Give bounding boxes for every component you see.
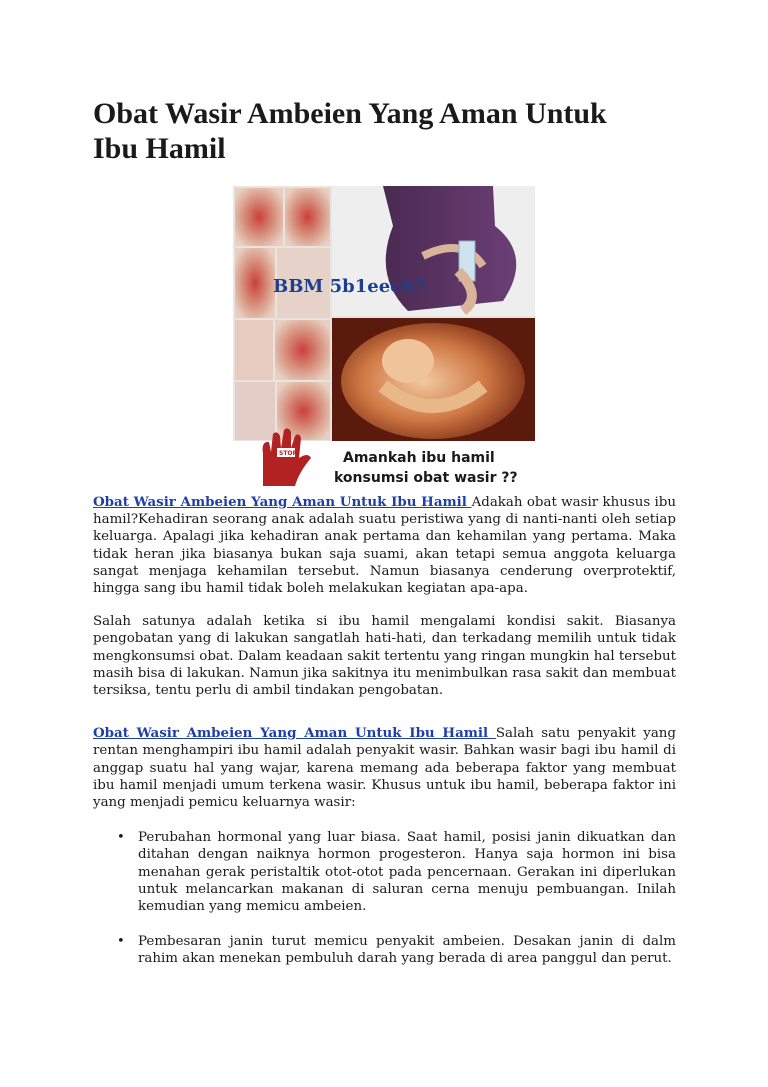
- paragraph-intro: [93, 494, 676, 597]
- factor-list: [93, 829, 676, 967]
- list-item-text: Pembesaran janin turut memicu penyakit ambeien. Desakan janin di dalm rahim akan menekan pembuluh darah yang berada di area panggul dan perut.: [138, 934, 676, 967]
- figure-caption-line2: konsumsi obat wasir ??: [334, 470, 518, 486]
- bullet-marker: •: [117, 830, 125, 846]
- bullet-marker: •: [117, 934, 125, 950]
- paragraph-text: Salah satu penyakit yang rentan menghampiri ibu hamil adalah penyakit wasir. Bahkan wasir bagi ibu hamil di anggap suatu hal yang wajar, karena memang ada beberapa faktor yang membuat ibu hamil menjadi umum terkena wasir. Khusus untuk ibu hamil, beberapa faktor ini yang menjadi pemicu keluarnya wasir:: [93, 726, 677, 811]
- figure-caption-line1: Amankah ibu hamil: [343, 450, 495, 466]
- watermark-text: BBM 5b1eec67: [273, 276, 427, 297]
- paragraph-body: [93, 613, 676, 699]
- paragraph-text: Adakah obat wasir khusus ibu hamil?Kehadiran seorang anak adalah suatu peristiwa yang di nanti-nanti oleh setiap keluarga. Apalagi jika kehadiran anak pertama dan kehamilan yang pertama. Maka tidak heran jika biasanya bukan saja suami, akan tetapi semua anggota keluarga sangat menjaga kehamilan tersebut. Namun biasanya cenderung overprotektif, hingga sang ibu hamil tidak boleh melakukan kegiatan apa-apa.: [93, 495, 676, 597]
- article-link[interactable]: Obat Wasir Ambeien Yang Aman Untuk Ibu Hamil: [93, 725, 496, 742]
- paragraph-factors: [93, 725, 676, 811]
- stop-sign-text: STOP: [279, 450, 297, 457]
- paragraph-text: Salah satunya adalah ketika si ibu hamil mengalami kondisi sakit. Biasanya pengobatan yang di lakukan sangatlah hati-hati, dan terkadang memilih untuk tidak mengkonsumsi obat. Dalam keadaan sakit tertentu yang ringan mungkin hal tersebut masih bisa di lakukan. Namun jika sakitnya itu menimbulkan rasa sakit dan membuat tersiksa, tentu perlu di ambil tindakan pengobatan.: [93, 614, 676, 699]
- list-item: [117, 933, 676, 967]
- page-title: Obat Wasir Ambeien Yang Aman Untuk Ibu Hamil: [93, 97, 607, 165]
- article-image: [233, 186, 535, 486]
- article-link[interactable]: Obat Wasir Ambeien Yang Aman Untuk Ibu Hamil: [93, 494, 472, 510]
- list-item: [117, 829, 676, 915]
- list-item-text: Perubahan hormonal yang luar biasa. Saat hamil, posisi janin dikuatkan dan ditahan dengan naiknya hormon progesteron. Hanya saja hormon ini bisa menahan gerak peristaltik otot-otot pada pencernaan. Gerakan ini diperlukan untuk melancarkan makanan di saluran cerna menuju pembuangan. Inilah kemudian yang memicu ambeien.: [138, 830, 676, 915]
